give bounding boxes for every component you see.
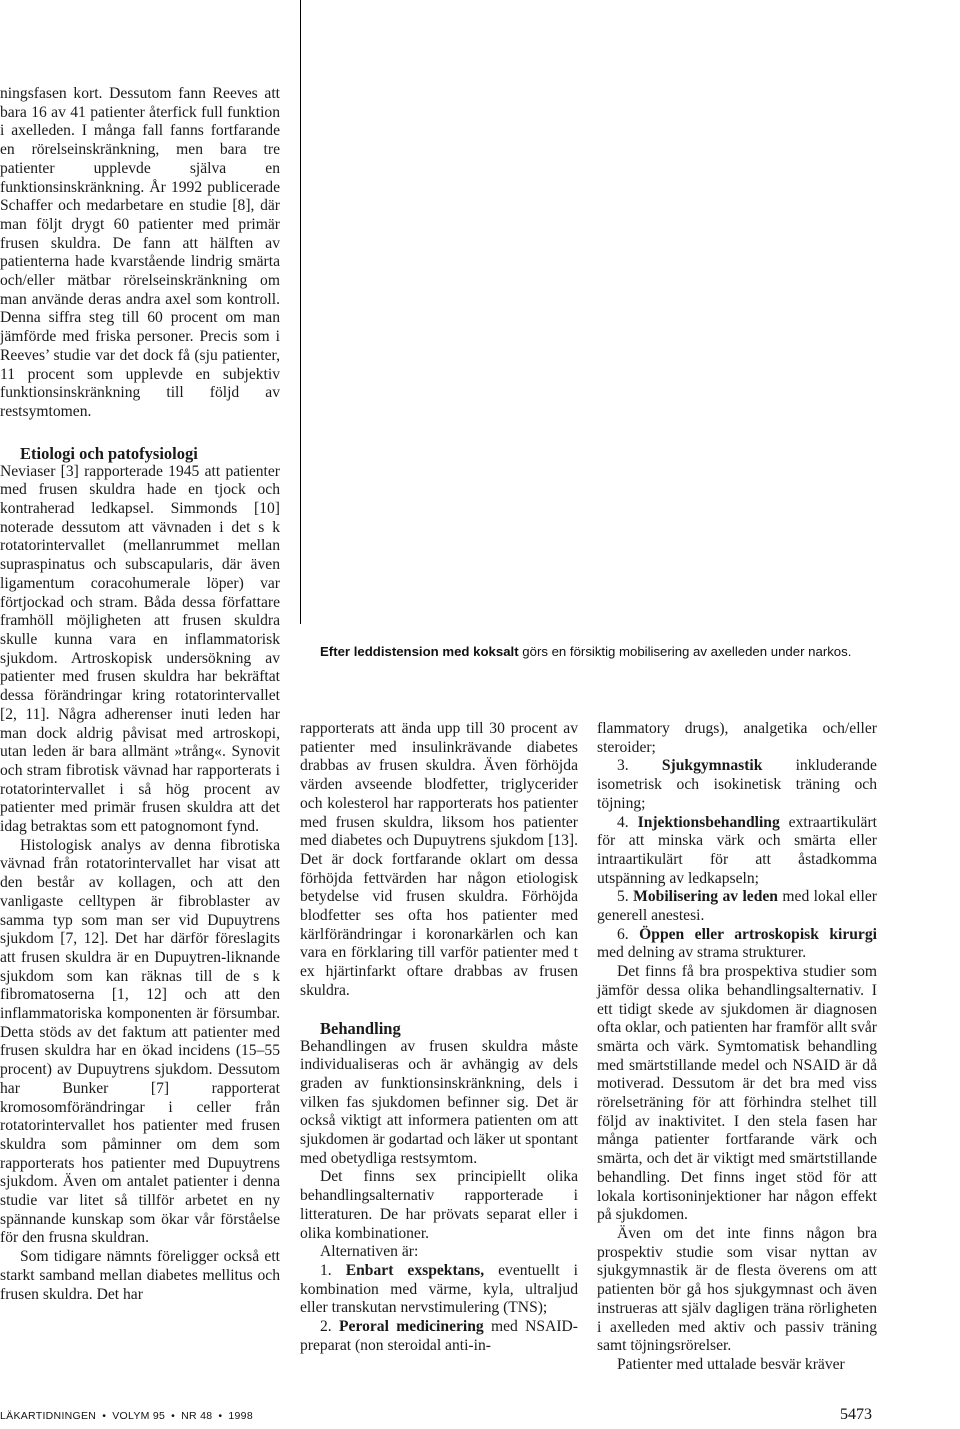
text-column-1 bbox=[0, 85, 280, 1304]
journal-footer bbox=[0, 1410, 253, 1422]
paragraph: rapporterats att ända upp till 30 procent av patienter med insulinkrävande diabetes drabbas av frusen skuldra. Även förhöjda värden avseende blodfetter, triglycerider och kolesterol har rapporterats hos patienter med frusen skuldra, liksom hos patienter med diabetes och Dupuytrens sjukdom [13]. Det är dock fortfarande oklart om dessa förhöjda fettvärden har någon etiologisk betydelse vid frusen skuldra. Förhöjda blodfetter ses ofta hos patienter med kärlförändringar i koronarkärlen och kan vara en förklaring till varför patienter med t ex hjärtinfarkt oftare drabbas av frusen skuldra. bbox=[300, 720, 578, 999]
list-item-bold: Injektionsbehandling bbox=[637, 813, 780, 831]
journal-name: LÄKARTIDNINGEN bbox=[0, 1410, 97, 1422]
journal-volume: VOLYM 95 bbox=[112, 1410, 166, 1422]
page-number: 5473 bbox=[840, 1406, 872, 1423]
list-item bbox=[597, 814, 877, 889]
paragraph: Det finns sex principiellt olika behandlingsalternativ rapporterade i litteraturen. De har prövats separat eller i olika kombinationer. bbox=[300, 1168, 578, 1242]
journal-issue: NR 48 bbox=[181, 1410, 213, 1422]
list-item-text: med delning av strama strukturer. bbox=[597, 944, 807, 962]
list-item bbox=[597, 888, 877, 925]
list-item-text: med NSAID-preparat (non steroidal anti-in- bbox=[300, 1318, 578, 1354]
list-item-text: eventuellt i kombination med värme, kyla, ultraljud eller transkutan nervstimulering (TNS); bbox=[300, 1261, 578, 1317]
text-column-2 bbox=[300, 720, 578, 1356]
list-item-bold: Peroral medicinering bbox=[339, 1318, 484, 1336]
list-item bbox=[597, 926, 877, 963]
list-item-bold: Öppen eller artroskopisk kirurgi bbox=[639, 925, 877, 943]
list-item-bold: Mobilisering av leden bbox=[633, 888, 778, 906]
section-heading-etiologi: Etiologi och patofysiologi bbox=[20, 443, 198, 463]
list-item-text: inkluderande isometrisk och isokinetisk träning och töjning; bbox=[597, 757, 877, 812]
list-item bbox=[300, 1318, 578, 1355]
photo-border-line bbox=[300, 0, 301, 624]
caption-bold-lead: Efter leddistension med koksalt bbox=[320, 644, 519, 659]
paragraph: Alternativen är: bbox=[320, 1243, 419, 1261]
photo-caption bbox=[320, 644, 950, 660]
list-item bbox=[597, 757, 877, 813]
paragraph: Neviaser [3] rapporterade 1945 att patienter med frusen skuldra hade en tjock och kontraherad ledkapsel. Simmonds [10] noterade dessutom att vävnaden i det s k rotatorintervallet (mellanrummet mellan supraspinatus och subscapularis, där även ligamentum coracohumerale löper) var förtjockad och stram. Båda dessa författare framhöll möjligheten att frusen skuldra skulle kunna vara en inflammatorisk sjukdom. Artroskopisk undersökning av patienter med frusen skuldra har bekräftat dessa förändringar kring rotatorintervallet [2, 11]. Några adherenser inuti leden har man dock aldrig påvisat med artroskopi, utan leden är bara allmänt »trång«. Synovit och stram fibrotisk vävnad har rapporterats i rotatorintervallet i så hög procent av patienter med primär frusen skuldra att det idag betraktas som ett patognomont fynd. bbox=[0, 462, 280, 836]
list-item-bold: Sjukgymnastik bbox=[661, 757, 763, 775]
list-number: 5. bbox=[617, 888, 629, 906]
photo-area bbox=[300, 0, 960, 640]
paragraph: Det finns få bra prospektiva studier som jämför dessa olika behandlingsalternativ. I ett tidigt skede av sjukdomen är diagnosen ofta oklar, och patienten har framför allt svår smärta och värk. Symtomatisk behandling med smärtstillande medel och NSAID är då motiverad. Dessutom är det bra med viss rörelseträning för att förhindra stelhet till följd av inaktivitet. I den stela fasen har många patienter fortfarande värk och smärta, och det är viktigt med smärtstillande behandling. Det finns inget stöd för att lokala kortisoninjektioner har någon effekt på sjukdomen. bbox=[597, 963, 877, 1224]
footer-bullet: • bbox=[218, 1410, 223, 1422]
list-item bbox=[300, 1262, 578, 1318]
paragraph: Patienter med uttalade besvär kräver bbox=[617, 1355, 845, 1373]
text-column-3 bbox=[597, 720, 877, 1375]
footer-bullet: • bbox=[102, 1410, 107, 1422]
paragraph: Som tidigare nämnts föreligger också ett starkt samband mellan diabetes mellitus och frusen skuldra. Det har bbox=[0, 1248, 280, 1303]
caption-text: görs en försiktig mobilisering av axelleden under narkos. bbox=[518, 644, 852, 659]
paragraph: Histologisk analys av denna fibrotiska vävnad från rotatorintervallet har visat att den består av kollagen, och att den vanligaste celltypen är fibroblaster av samma typ som man ser vid Dupuytrens sjukdom [7, 12]. Det har därför föreslagits att frusen skuldra är en Dupuytren-liknande sjukdom som kan räknas till de s k fibromatoserna [1, 12] och att den inflammatoriska komponenten är försumbar. Detta stöds av det faktum att patienter med frusen skuldra har en ökad incidens (15–55 procent) av Dupuytrens sjukdom. Dessutom har Bunker [7] rapporterat kromosomförändringar i celler från rotatorintervallet hos patienter med frusen skuldra som påminner om dem som rapporterats hos patienter med Dupuytrens sjukdom. Även om antalet patienter i denna studie var litet så tillför arbetet en ny spännande kunskap som ökar vår förståelse för den frusna skuldran. bbox=[0, 836, 280, 1247]
list-number: 1. bbox=[320, 1261, 332, 1279]
section-heading-behandling: Behandling bbox=[320, 1018, 401, 1038]
list-number: 2. bbox=[320, 1318, 332, 1336]
paragraph: Behandlingen av frusen skuldra måste individualiseras och är avhängig av dels graden av funktionsinskränkning, dels i vilken fas sjukdomen befinner sig. Det är också viktigt att informera patienten om att sjukdomen är godartad och läker ut spontant med obetydliga restsymtom. bbox=[300, 1037, 578, 1167]
paragraph: ningsfasen kort. Dessutom fann Reeves att bara 16 av 41 patienter återfick full funktion i axelleden. I många fall fanns fortfarande en rörelseinskränkning, men bara tre patienter upplevde själva en funktionsinskränkning. År 1992 publicerade Schaffer och medarbetare en studie [8], där man följt drygt 60 patienter med primär frusen skuldra. De fann att hälften av patienterna hade kvarstående lindrig smärta och/eller mätbar rörelseinskränkning om man använde deras andra axel som kontroll. Denna siffra steg till 60 procent om man jämförde med friska personer. Precis som i Reeves’ studie var det dock få (sju patienter, 11 procent som upplevde en subjektiv funktionsinskränkning till följd av restsymtomen. bbox=[0, 85, 280, 420]
list-item-text: extraartikulärt för att minska värk och smärta eller intraartikulärt för att åstadkomma utspänning av ledkapseln; bbox=[597, 813, 877, 887]
journal-year: 1998 bbox=[228, 1410, 253, 1422]
list-number: 4. bbox=[617, 813, 629, 831]
paragraph: flammatory drugs), analgetika och/eller steroider; bbox=[597, 720, 877, 756]
paragraph: Även om det inte finns någon bra prospektiv studie som visar nyttan av sjukgymnastik är de flesta överens om att patienten bör gå hos sjukgymnast och även instrueras att själv dagligen träna rörligheten i axelleden med aktiv och passiv träning samt töjningsrörelser. bbox=[597, 1224, 877, 1355]
list-item-bold: Enbart exspektans, bbox=[345, 1261, 485, 1279]
list-number: 6. bbox=[617, 925, 629, 943]
list-item-text: med lokal eller generell anestesi. bbox=[597, 888, 877, 925]
footer-bullet: • bbox=[171, 1410, 176, 1422]
list-number: 3. bbox=[617, 757, 629, 775]
